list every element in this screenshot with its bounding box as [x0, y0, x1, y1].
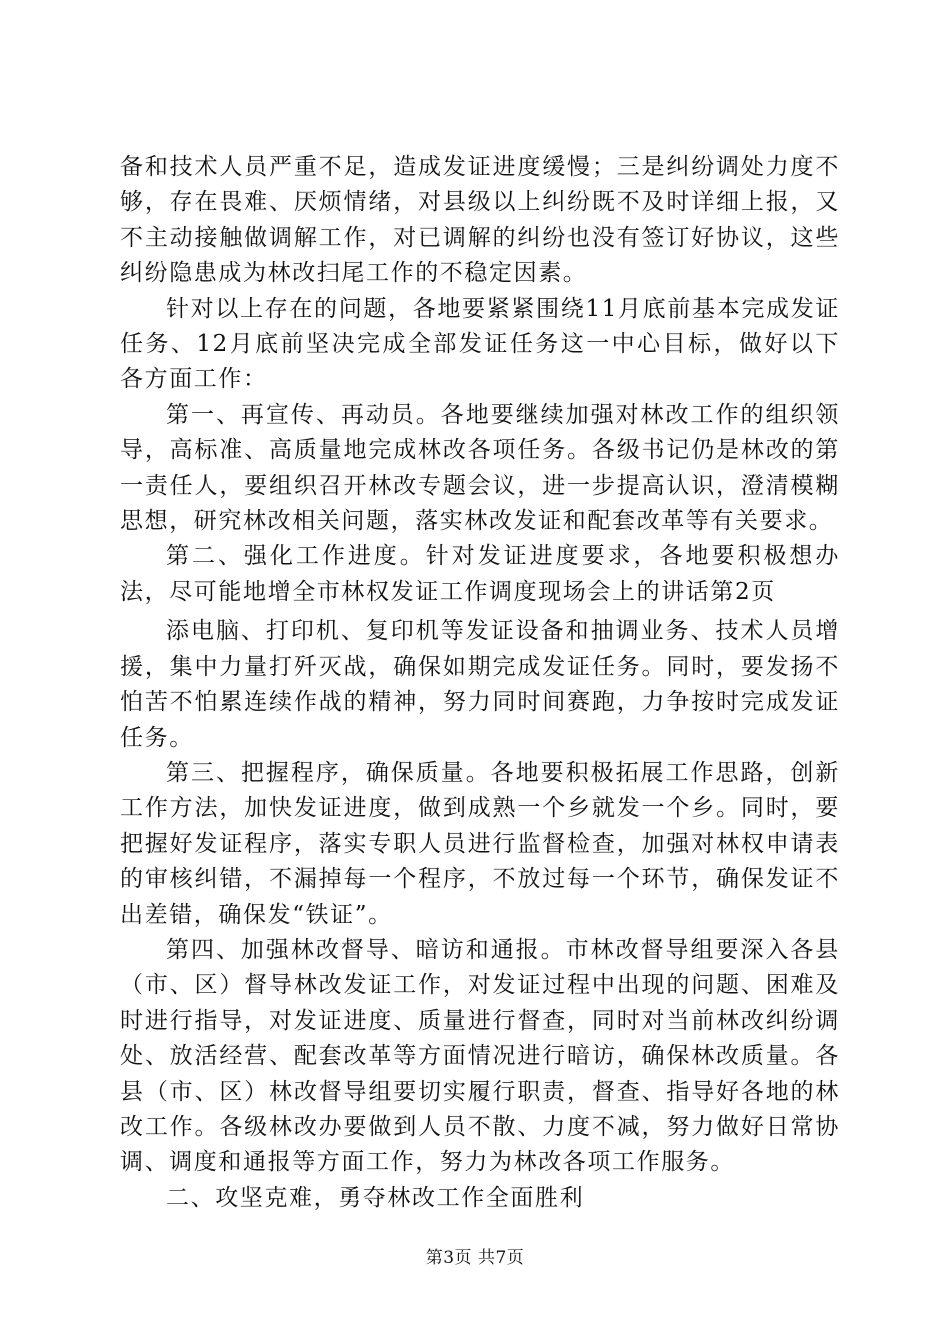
paragraph: 第一、再宣传、再动员。各地要继续加强对林改工作的组织领导，高标准、高质量地完成林改各项任务。各级书记仍是林改的第一责任人，要组织召开林改专题会议，进一步提高认识，澄清模糊思想，研究林改相关问题，落实林改发证和配套改革等有关要求。	[120, 401, 840, 535]
page-footer: 第3页 共7页	[425, 1248, 525, 1268]
paragraph: 第四、加强林改督导、暗访和通报。市林改督导组要深入各县（市、区）督导林改发证工作，对发证过程中出现的问题、困难及时进行指导，对发证进度、质量进行督查，同时对当前林改纠纷调处、放活经营、配套改革等方面情况进行暗访，确保林改质量。各县（市、区）林改督导组要切实履行职责，督查、指导好各地的林改工作。各级林改办要做到人员不散、力度不减，努力做好日常协调、调度和通报等方面工作，努力为林改各项工作服务。	[120, 936, 840, 1176]
paragraph: 第三、把握程序，确保质量。各地要积极拓展工作思路，创新工作方法，加快发证进度，做到成熟一个乡就发一个乡。同时，要把握好发证程序，落实专职人员进行监督检查，加强对林权申请表的审核纠错，不漏掉每一个程序，不放过每一个环节，确保发证不出差错，确保发“铁证”。	[120, 759, 840, 928]
paragraph: 针对以上存在的问题，各地要紧紧围绕11月底前基本完成发证任务、12月底前坚决完成全部发证任务这一中心目标，做好以下各方面工作：	[120, 295, 840, 393]
document-body	[120, 150, 840, 1216]
paragraph: 备和技术人员严重不足，造成发证进度缓慢；三是纠纷调处力度不够，存在畏难、厌烦情绪，对县级以上纠纷既不及时详细上报，又不主动接触做调解工作，对已调解的纠纷也没有签订好协议，这些纠纷隐患成为林改扫尾工作的不稳定因素。	[120, 154, 840, 287]
section-heading: 二、攻坚克难，勇夺林改工作全面胜利	[166, 1184, 585, 1211]
paragraph: 添电脑、打印机、复印机等发证设备和抽调业务、技术人员增援，集中力量打歼灭战，确保如期完成发证任务。同时，要发扬不怕苦不怕累连续作战的精神，努力同时间赛跑，力争按时完成发证任务。	[120, 618, 840, 751]
paragraph: 第二、强化工作进度。针对发证进度要求，各地要积极想办法，尽可能地增全市林权发证工作调度现场会上的讲话第2页	[120, 543, 840, 605]
